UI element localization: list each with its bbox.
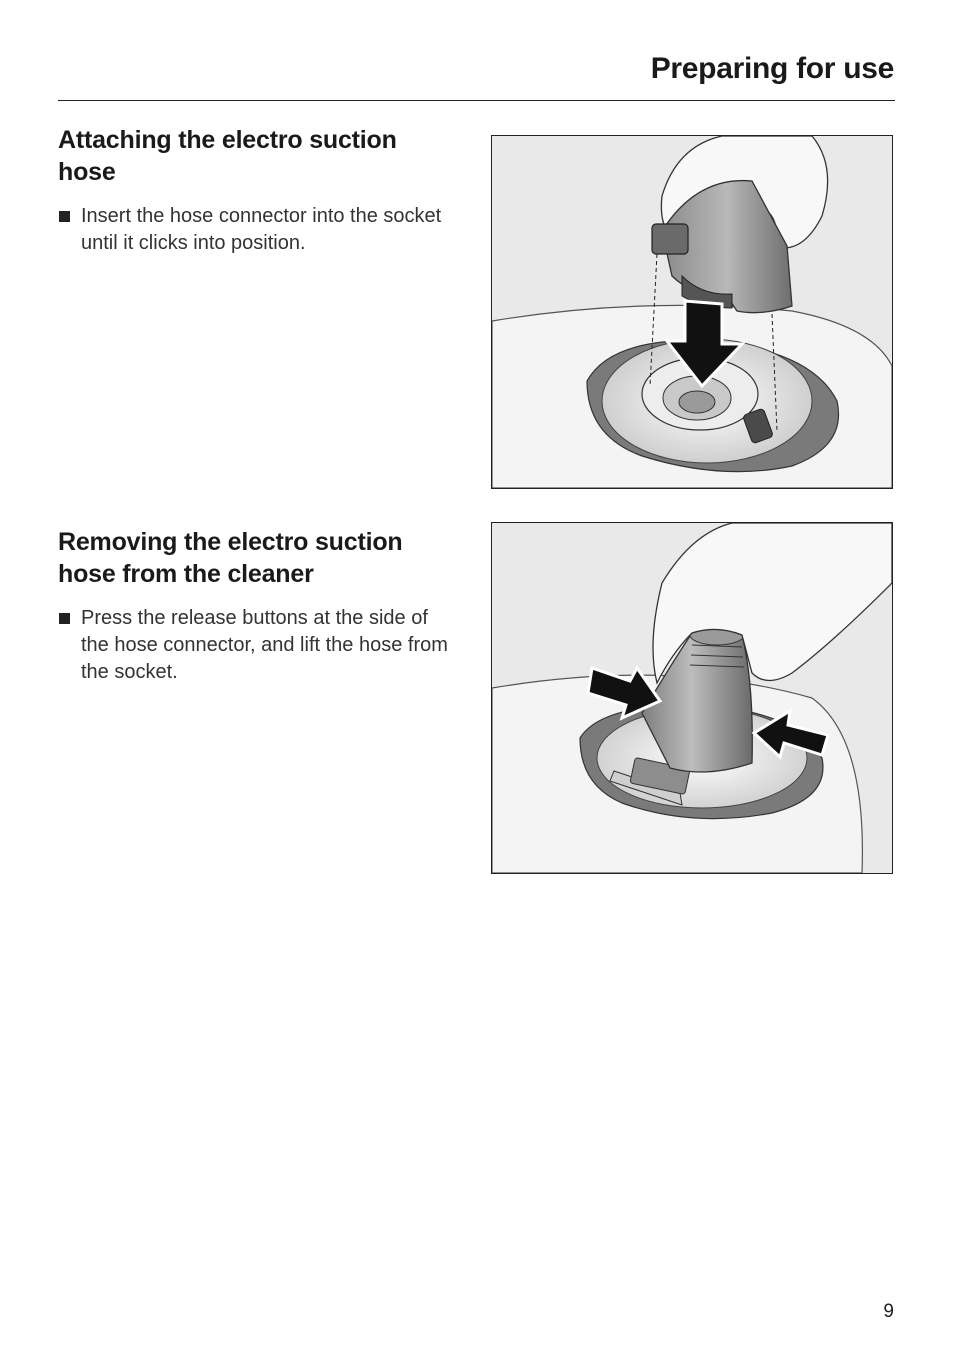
illustration-attaching-hose [491,135,893,489]
instruction-step [58,605,458,686]
section-attaching-hose [58,124,458,257]
illustration-removing-hose [491,522,893,874]
hose-release-drawing [492,523,892,873]
header-rule [58,100,895,101]
section-heading: Attaching the electro suction hose [58,126,397,186]
section-removing-hose [58,526,458,686]
section-heading: Removing the electro suction hose from the cleaner [58,528,403,588]
square-bullet-icon [59,613,70,624]
page-title: Preparing for use [650,52,894,85]
hose-insertion-drawing [492,136,892,488]
page-number: 9 [883,1301,894,1322]
square-bullet-icon [59,211,70,222]
instruction-step [58,203,458,257]
instruction-text: Press the release buttons at the side of the hose connector, and lift the hose from the socket. [81,607,448,683]
instruction-text: Insert the hose connector into the socket until it clicks into position. [81,205,442,254]
